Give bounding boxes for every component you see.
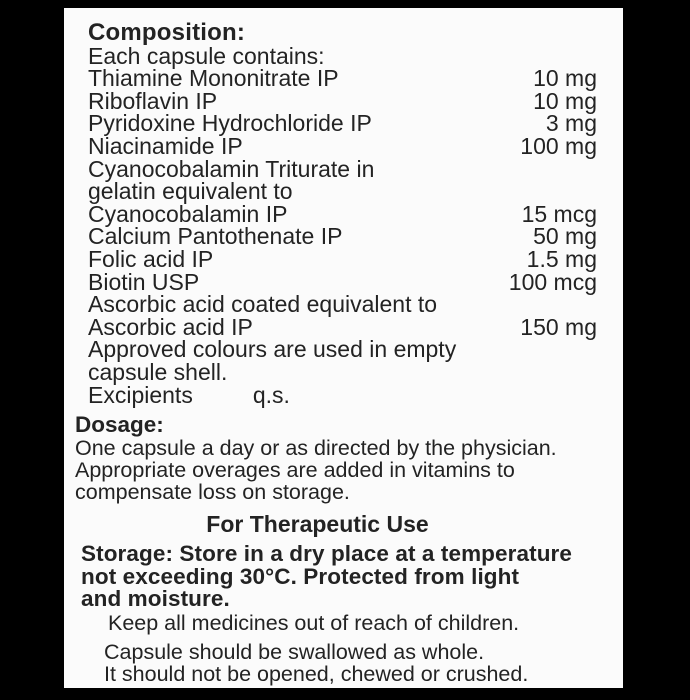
ingredient-name: Calcium Pantothenate IP — [88, 223, 343, 250]
ingredient-row — [88, 200, 597, 227]
composition-heading: Composition: — [88, 19, 246, 46]
swallow-warning — [64, 641, 623, 685]
ingredient-row — [88, 268, 597, 295]
excipients-value: q.s. — [252, 381, 290, 408]
storage-line: not exceeding 30°C. Protected from light — [81, 563, 520, 589]
composition-section — [64, 8, 623, 406]
composition-subheading: Each capsule contains: — [88, 42, 325, 69]
ingredient-value: 10 mg — [533, 87, 597, 114]
ingredient-name: Cyanocobalamin Triturate in — [88, 155, 375, 182]
ingredient-name: gelatin equivalent to — [88, 178, 293, 205]
ingredient-name: capsule shell. — [88, 358, 228, 385]
ingredient-name: Ascorbic acid coated equivalent to — [88, 291, 438, 318]
ingredient-name: Niacinamide IP — [88, 132, 243, 159]
dosage-heading: Dosage: — [75, 412, 164, 438]
excipients-label: Excipients — [88, 381, 193, 408]
ingredient-value: 3 mg — [545, 110, 597, 137]
excipients-row — [88, 381, 597, 408]
ingredient-row — [88, 225, 597, 248]
storage-section — [64, 540, 623, 612]
ingredient-row — [88, 180, 597, 203]
ingredient-name: Ascorbic acid IP — [88, 313, 253, 340]
keep-out-of-reach-warning: Keep all medicines out of reach of children. — [108, 611, 520, 636]
ingredient-row — [88, 112, 597, 135]
dosage-line: compensate loss on storage. — [75, 480, 350, 505]
storage-line: and moisture. — [81, 586, 230, 612]
ingredient-name: Approved colours are used in empty — [88, 336, 457, 363]
ingredient-row — [88, 293, 597, 316]
ingredient-value: 10 mg — [533, 65, 597, 92]
ingredient-value: 100 mcg — [508, 268, 597, 295]
ingredient-value: 100 mg — [520, 132, 597, 159]
ingredient-row — [88, 132, 597, 159]
ingredient-row — [88, 155, 597, 182]
ingredient-row — [88, 313, 597, 340]
ingredient-name: Biotin USP — [88, 268, 200, 295]
storage-line: Storage: Store in a dry place at a temperature — [81, 540, 573, 566]
dosage-section — [64, 414, 623, 504]
ingredient-value: 150 mg — [520, 313, 597, 340]
swallow-warning-line: Capsule should be swallowed as whole. — [104, 640, 485, 665]
ingredient-row — [88, 245, 597, 272]
ingredient-value: 1.5 mg — [526, 245, 597, 272]
ingredient-name: Thiamine Mononitrate IP — [88, 65, 339, 92]
dosage-line: Appropriate overages are added in vitamins to — [75, 457, 515, 482]
dosage-line: One capsule a day or as directed by the physician. — [75, 435, 557, 460]
product-label — [64, 8, 623, 688]
ingredient-name: Pyridoxine Hydrochloride IP — [88, 110, 372, 137]
ingredient-row — [88, 358, 597, 385]
ingredient-name: Riboflavin IP — [88, 87, 218, 114]
ingredient-row — [88, 338, 597, 361]
therapeutic-use-line: For Therapeutic Use — [206, 510, 429, 537]
ingredient-value: 50 mg — [533, 223, 597, 250]
ingredient-value: 15 mcg — [521, 200, 597, 227]
swallow-warning-line: It should not be opened, chewed or crushed. — [104, 662, 529, 687]
ingredient-name: Folic acid IP — [88, 245, 214, 272]
ingredient-name: Cyanocobalamin IP — [88, 200, 288, 227]
ingredient-row — [88, 67, 597, 90]
ingredient-row — [88, 87, 597, 114]
